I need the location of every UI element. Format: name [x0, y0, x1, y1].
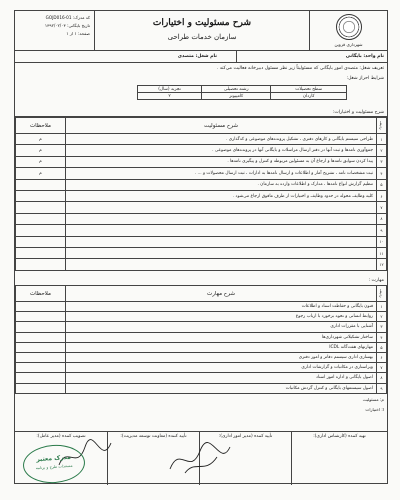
skills-table: [15, 285, 387, 394]
row-note: [16, 179, 66, 190]
req-value-field: کامپیوتر: [201, 93, 270, 100]
row-note: م: [16, 156, 66, 167]
duties-col-note: ملاحظات: [16, 118, 66, 134]
row-description: مهارتهای هفت‌گانه ICDL: [66, 342, 377, 352]
signature-approved-label: تأیید کننده (مدیر امور اداری):: [218, 434, 273, 439]
row-description: [66, 213, 377, 224]
row-note: [16, 373, 66, 383]
row-description: ویراستاری در مکاتبات و گزارشات اداری: [66, 363, 377, 373]
handwritten-signature-icon: [165, 439, 235, 479]
row-number: ۶: [377, 352, 387, 362]
requirements-section: [15, 75, 387, 117]
skill-row: [16, 332, 387, 342]
signature-prepared-label: تهیه کننده (کارشناس اداری):: [313, 434, 366, 439]
row-note: م: [16, 168, 66, 179]
skill-row: [16, 352, 387, 362]
row-note: [16, 352, 66, 362]
row-number: ۱۱: [377, 247, 387, 258]
row-note: م: [16, 134, 66, 145]
row-description: پیدا کردن سوابق نامه‌ها و ارجاع آن به مسئولین مربوطه و کنترل و پیگیری نامه‌ها .: [66, 156, 377, 167]
row-note: [16, 302, 66, 312]
requirements-table: [137, 85, 347, 100]
archive-date: ۱۳۹۲/۰۲/۰۳: [44, 23, 66, 28]
row-note: [16, 247, 66, 258]
skill-row: [16, 342, 387, 352]
duty-row: [16, 168, 387, 179]
row-number: ۹: [377, 225, 387, 236]
row-number: ۵: [377, 179, 387, 190]
row-note: [16, 363, 66, 373]
row-note: [16, 342, 66, 352]
footnote-authority: ا: اختیارات: [365, 407, 384, 412]
row-number: ۷: [377, 363, 387, 373]
duty-row: [16, 247, 387, 258]
row-description: طراحی سیستم بایگانی و کارهای دفتری ، تشکیل پرونده‌های موضوعی و کدگذاری .: [66, 134, 377, 145]
footnote-responsibility: م: مسئولیت: [362, 397, 384, 402]
form-header: [15, 11, 387, 51]
duty-row: [16, 202, 387, 213]
row-note: [16, 190, 66, 201]
duties-table: [15, 117, 387, 271]
duties-section-label: شرح مسئولیت و اختیارات:: [332, 110, 384, 115]
row-description: [66, 236, 377, 247]
skill-row: [16, 373, 387, 383]
row-number: ۱: [377, 134, 387, 145]
signature-approved2-label: تأیید کننده (معاونت توسعه مدیریت):: [120, 434, 187, 439]
row-note: [16, 236, 66, 247]
row-number: ۲: [377, 312, 387, 322]
row-number: ۹: [377, 383, 387, 393]
duty-row: [16, 156, 387, 167]
row-description: ثبت مشخصات نامه ، تشریح آمار و اطلاعات و ارسال نامه‌ها به ادارات ، ثبت ارسال محصولات و ... .: [66, 168, 377, 179]
row-description: [66, 225, 377, 236]
row-note: [16, 312, 66, 322]
req-value-experience: ۲: [138, 93, 202, 100]
position-label: نام شغل:: [195, 54, 217, 59]
req-value-education: کاردان: [271, 93, 347, 100]
duty-row: [16, 259, 387, 270]
org-name: شهرداری قزوین: [334, 42, 363, 47]
unit-value: بایگانی: [345, 54, 362, 59]
duties-col-desc: شرح مسئولیت: [66, 118, 377, 134]
duty-row: [16, 145, 387, 156]
row-number: ۸: [377, 213, 387, 224]
row-number: ۲: [377, 145, 387, 156]
row-description: کلیه وظایف محوله در حدود وظایف و اختیارات از طرف مافوق ارجاع می‌شود .: [66, 190, 377, 201]
row-description: اصول سیستمهای بایگانی و کنترل گردش مکاتبات: [66, 383, 377, 393]
stamp-line2: مستندات طرح و برنامه: [35, 462, 73, 471]
row-number: ۱: [377, 302, 387, 312]
row-number: ۱۲: [377, 259, 387, 270]
req-header-education: سطح تحصیلات: [271, 86, 347, 93]
skills-header-row: [16, 286, 387, 302]
skill-row: [16, 302, 387, 312]
signature-row: [15, 431, 387, 485]
row-number: ۴: [377, 168, 387, 179]
requirements-value-row: [138, 93, 347, 100]
row-description: تنظیم گزارش انواع نامه‌ها ، مدارک و اطلاعات وارده به سازمان .: [66, 179, 377, 190]
row-note: [16, 322, 66, 332]
page-subtitle: سازمان خدمات طراحی: [167, 33, 237, 41]
duties-col-num: ردیف: [377, 118, 387, 134]
doc-code-label: کد مدرک:: [72, 15, 90, 20]
row-description: روابط انسانی و نحوه برخورد با ارباب رجوع: [66, 312, 377, 322]
row-description: [66, 202, 377, 213]
skills-col-note: ملاحظات: [16, 286, 66, 302]
logo-box: [309, 11, 387, 51]
archive-date-label: تاریخ بایگانی:: [67, 23, 90, 28]
duty-row: [16, 134, 387, 145]
row-description: جمع‌آوری نامه‌ها و ثبت آنها در دفتر ارسال مراسلات و بایگانی آنها در پرونده‌های موضوعی .: [66, 145, 377, 156]
definition-text: متصدی امور بایگانی که مسئولیتاً زیر نظر مسئول دبیرخانه فعالیت می‌کند .: [216, 66, 358, 71]
skill-row: [16, 363, 387, 373]
row-number: ۱۰: [377, 236, 387, 247]
duty-row: [16, 190, 387, 201]
row-description: [66, 259, 377, 270]
req-header-experience: تجربه (سال): [138, 86, 202, 93]
skills-body: [16, 302, 387, 394]
req-header-field: رشته تحصیلی: [201, 86, 270, 93]
skills-section-label: مهارت :: [368, 278, 384, 283]
definition-row: [15, 63, 387, 75]
page-label: صفحه:: [77, 31, 90, 36]
definition-label: تعریف شغل:: [359, 66, 384, 71]
row-note: [16, 332, 66, 342]
row-number: ۴: [377, 332, 387, 342]
row-note: [16, 383, 66, 393]
row-description: اصول بایگانی و اداره امور اسناد: [66, 373, 377, 383]
position-value: متصدی: [177, 54, 194, 59]
requirements-label: شرایط احراز شغل:: [346, 76, 384, 81]
row-number: ۶: [377, 190, 387, 201]
row-description: [66, 247, 377, 258]
unit-label: نام واحد:: [363, 54, 384, 59]
doc-code: GOJD016-01: [45, 15, 72, 20]
row-note: [16, 202, 66, 213]
row-number: ۵: [377, 342, 387, 352]
duties-header-row: [16, 118, 387, 134]
duty-row: [16, 225, 387, 236]
row-number: ۳: [377, 322, 387, 332]
skills-col-num: ردیف: [377, 286, 387, 302]
page-value: ۱ از ۱: [66, 31, 77, 36]
row-note: [16, 259, 66, 270]
row-number: ۷: [377, 202, 387, 213]
row-description: ساختار تشکیلاتی شهرداری‌ها: [66, 332, 377, 342]
page-title: شرح مسئولیت و اختیارات: [152, 18, 252, 28]
row-number: ۳: [377, 156, 387, 167]
row-note: م: [16, 145, 66, 156]
duty-row: [16, 213, 387, 224]
form-frame: [14, 10, 388, 484]
skills-col-desc: شرح مهارت: [66, 286, 377, 302]
row-note: [16, 213, 66, 224]
municipality-logo-icon: [336, 14, 362, 40]
skill-row: [16, 322, 387, 332]
unit-row: [15, 51, 387, 63]
requirements-header-row: [138, 86, 347, 93]
row-description: بهسازی اداری سیستم دفاتر و امور دفتری: [66, 352, 377, 362]
row-description: فنون بایگانی و حفاظت اسناد و اطلاعات: [66, 302, 377, 312]
doc-info-box: [15, 11, 95, 51]
skill-row: [16, 383, 387, 393]
stamp-line1: مدرک معتبر: [36, 453, 72, 464]
row-divider: [236, 51, 237, 63]
signature-confirmed-label: تصویب کننده (مدیر عامل):: [36, 434, 86, 439]
signature-prepared: [291, 431, 387, 485]
skill-row: [16, 312, 387, 322]
duties-body: [16, 134, 387, 271]
row-description: آشنایی با مقررات اداری: [66, 322, 377, 332]
row-note: [16, 225, 66, 236]
duty-row: [16, 179, 387, 190]
duty-row: [16, 236, 387, 247]
row-number: ۸: [377, 373, 387, 383]
